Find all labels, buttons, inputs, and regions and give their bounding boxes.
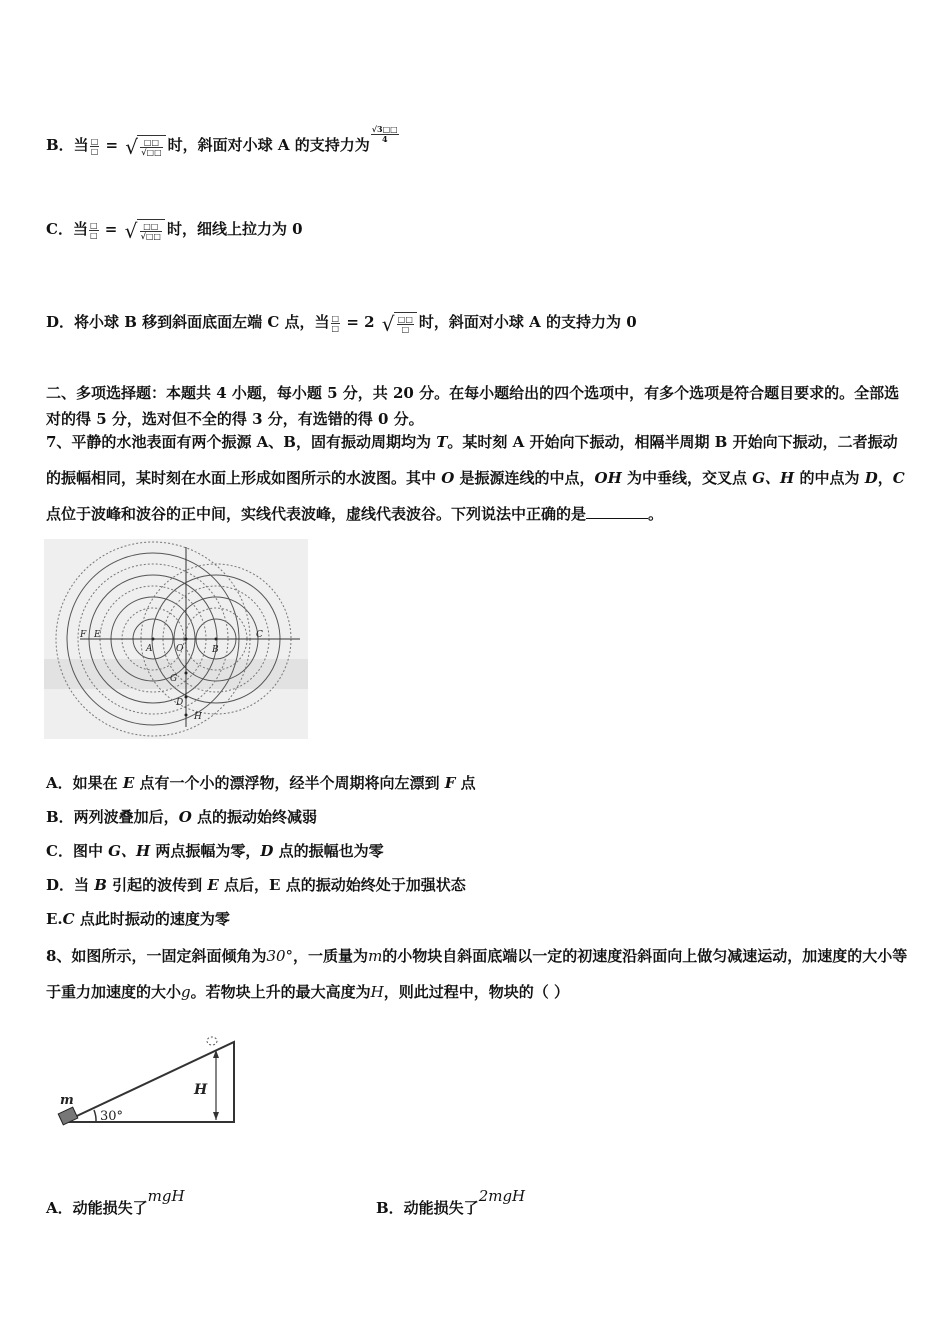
q8-text-5: ，则此过程中，物块的（ ）	[383, 983, 569, 1001]
frac-num: √3□□	[371, 124, 398, 134]
q8-option-a-expr: mgH	[147, 1187, 185, 1205]
question-7-text	[46, 424, 908, 532]
q8-option-b-expr: 2mgH	[478, 1187, 526, 1205]
fraction	[331, 314, 341, 333]
fraction	[90, 137, 100, 156]
q8-mass: m	[368, 947, 383, 965]
q8-text-2: ，一质量为	[293, 947, 369, 965]
option-d-prefix: D．将小球 B 移到斜面底面左端 C 点，当	[46, 313, 330, 331]
mass-label: m	[60, 1093, 74, 1108]
fraction	[89, 221, 99, 240]
q7-var-d: D	[864, 469, 878, 487]
label-c: C	[256, 630, 263, 640]
q7-var-gh: G、H	[752, 469, 795, 487]
q8-text-4: 。若物块上升的最大高度为	[190, 983, 371, 1001]
opt-text: 引起的波传到	[106, 876, 208, 894]
sqrt: √ $\frac{□□}{√□□}$	[125, 135, 165, 157]
q7-text-6: ，	[877, 469, 893, 487]
label-d: D	[176, 698, 184, 708]
opt-var: E	[122, 774, 135, 792]
option-b-prefix: B．当	[46, 136, 89, 154]
q8-option-b-label: B．动能损失了	[376, 1199, 479, 1217]
label-f: F	[80, 630, 87, 640]
opt-text: 点后，E 点的振动始终处于加强状态	[218, 876, 466, 894]
q7-option-a	[46, 773, 476, 793]
sqrt: √ $\frac{□□}{□}$	[382, 312, 417, 334]
opt-var: E	[207, 876, 219, 894]
option-d-line	[46, 312, 637, 337]
sqrt-fraction	[140, 138, 162, 157]
q7-text-2: 。某时刻 A 开始向下振动，相隔半周期 B 开始向下振动，二者振动的振幅相同，某时刻在水面上形成如图所示的水波图。其中	[46, 433, 898, 487]
label-g: G	[170, 674, 178, 684]
q7-option-c	[46, 841, 384, 861]
option-c-prefix: C．当	[46, 220, 88, 238]
label-b: B	[212, 645, 219, 655]
frac-num: □	[331, 312, 340, 323]
label-a: A	[146, 644, 153, 654]
option-c-line	[46, 219, 303, 244]
equals: = 2	[346, 313, 375, 331]
option-b-text: 时，斜面对小球 A 的支持力为	[167, 136, 370, 154]
opt-text: 两点振幅为零，	[150, 842, 261, 860]
q7-option-e	[46, 909, 230, 929]
q7-var-t: T	[436, 433, 448, 451]
opt-text: 点	[455, 774, 476, 792]
answer-blank	[586, 506, 648, 519]
frac-num: □	[90, 135, 99, 146]
angle-label: 30°	[100, 1109, 124, 1124]
equals: =	[105, 136, 119, 154]
wave-figure	[44, 539, 308, 739]
opt-text: D．当	[46, 876, 95, 894]
opt-var: B	[94, 876, 107, 894]
option-d-text: 时，斜面对小球 A 的支持力为 0	[418, 313, 637, 331]
question-8-text	[46, 938, 908, 1010]
opt-text: 点的振幅也为零	[273, 842, 384, 860]
opt-var: F	[444, 774, 456, 792]
q7-var-o: O	[441, 469, 455, 487]
q8-option-a-label: A．动能损失了	[46, 1199, 148, 1217]
option-b-line	[46, 124, 400, 160]
opt-text: 点的振动始终减弱	[191, 808, 317, 826]
sqrt-fraction	[140, 222, 162, 241]
q7-text-3: 是振源连线的中点，	[454, 469, 595, 487]
q7-var-c: C	[892, 469, 905, 487]
frac-num: □□	[397, 313, 413, 324]
opt-text: B．两列波叠加后，	[46, 808, 179, 826]
opt-text: 点有一个小的漂浮物，经半个周期将向左漂到	[134, 774, 445, 792]
q8-gravity: g	[181, 983, 191, 1001]
q8-text-3: 的小物块自斜面底端以一定的初速度沿斜面向上做匀减速运动，加速度的大小等于重力加速度的大小	[46, 947, 908, 1001]
opt-var: G、H	[108, 842, 151, 860]
frac-den: □	[401, 323, 410, 334]
opt-text: 点此时振动的速度为零	[74, 910, 230, 928]
label-o: O	[176, 644, 184, 654]
sqrt: √ $\frac{□□}{√□□}$	[125, 219, 165, 241]
frac-den: √□□	[141, 146, 162, 157]
q7-var-oh: OH	[594, 469, 622, 487]
frac-den: □	[89, 229, 98, 240]
incline-figure	[54, 1034, 244, 1134]
opt-var: D	[260, 842, 274, 860]
opt-text: A．如果在	[46, 774, 123, 792]
q8-option-a	[46, 1186, 185, 1218]
label-e: E	[94, 630, 101, 640]
q8-text-1: 8、如图所示，一固定斜面倾角为	[46, 947, 267, 965]
q7-option-d	[46, 875, 466, 895]
equals: =	[104, 220, 118, 238]
q7-text-4: 为中垂线，交叉点	[621, 469, 753, 487]
option-c-text: 时，细线上拉力为 0	[166, 220, 303, 238]
height-label: H	[194, 1082, 208, 1098]
frac-num: □□	[140, 138, 162, 148]
q8-angle: 30°	[266, 947, 294, 965]
frac-den: √□□	[140, 230, 161, 241]
result-fraction	[371, 125, 399, 144]
q7-option-b	[46, 807, 317, 827]
label-h: H	[194, 712, 202, 722]
sqrt-fraction	[397, 315, 414, 334]
q7-text-8: 。	[648, 505, 664, 523]
q8-height: H	[370, 983, 384, 1001]
frac-num: □	[89, 219, 98, 230]
opt-var: O	[178, 808, 192, 826]
q7-text-1: 7、平静的水池表面有两个振源 A、B，固有振动周期均为	[46, 433, 437, 451]
q7-text-5: 的中点为	[794, 469, 865, 487]
frac-den: □	[90, 145, 99, 156]
q7-text-7: 点位于波峰和波谷的正中间，实线代表波峰，虚线代表波谷。下列说法中正确的是	[46, 505, 587, 523]
q8-option-b	[376, 1186, 525, 1218]
frac-den: 4	[381, 134, 388, 144]
section-2-heading: 二、多项选择题：本题共 4 小题，每小题 5 分，共 20 分。在每小题给出的四个选项中，有多个选项是符合题目要求的。全部选对的得 5 分，选对但不全的得 3 分，有选错的得 0 分。	[46, 384, 900, 428]
opt-var: C	[62, 910, 75, 928]
opt-text: C．图中	[46, 842, 109, 860]
frac-num: □□	[140, 222, 162, 232]
frac-den: □	[331, 322, 340, 333]
opt-text: E.	[46, 910, 63, 928]
